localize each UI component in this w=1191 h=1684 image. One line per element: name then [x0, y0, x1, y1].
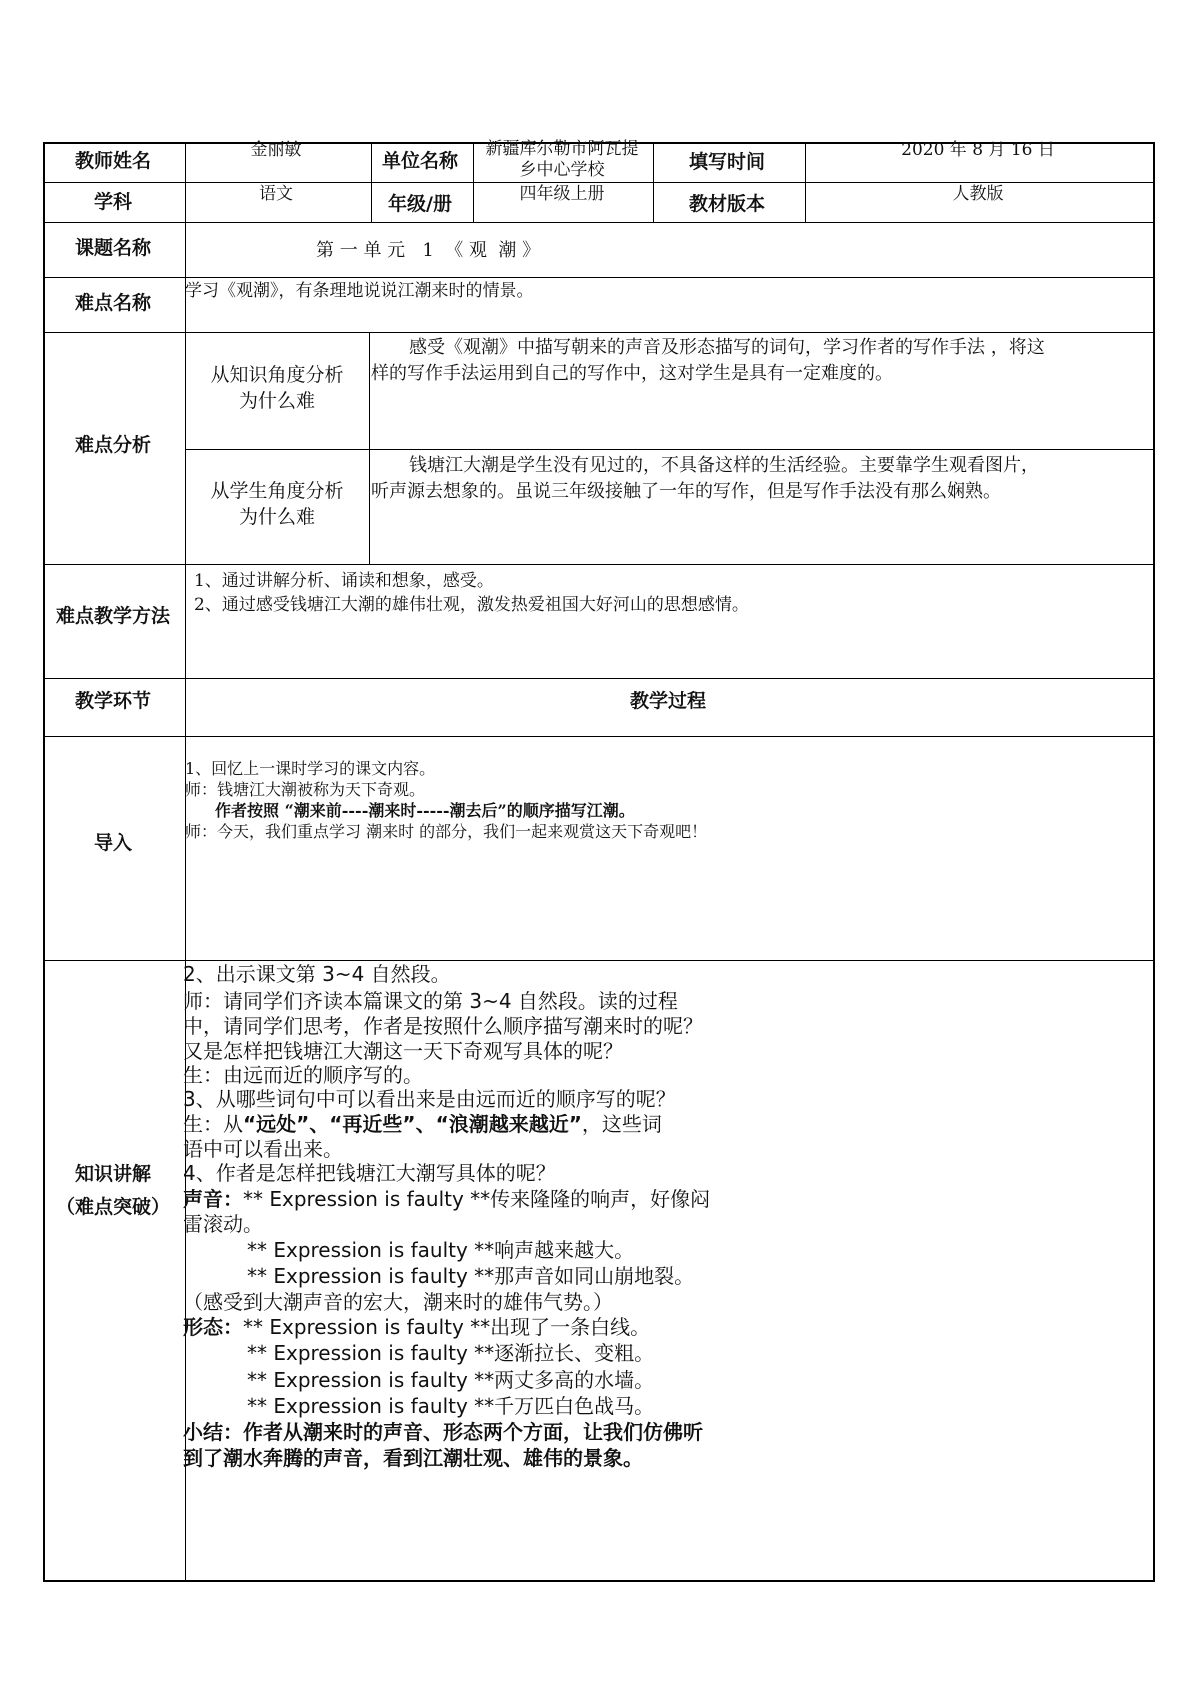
student-angle-label-line2: 为什么难	[238, 506, 315, 528]
knowledge-line: 师：请同学们齐读本篇课文的第 3~4 自然段。读的过程	[183, 989, 678, 1013]
student-angle-label-line1: 从学生角度分析	[210, 480, 344, 502]
topic-value: 第 一 单 元 1 《 观 潮 》	[316, 240, 541, 261]
row-divider	[45, 182, 1153, 183]
knowledge-line: 又是怎样把钱塘江大潮这一天下奇观写具体的呢？	[183, 1039, 623, 1063]
teaching-method-label: 难点教学方法	[55, 605, 170, 627]
teacher-name-value: 金丽敏	[250, 140, 302, 160]
column-divider	[185, 144, 186, 1580]
knowledge-angle-label-line1: 从知识角度分析	[210, 364, 344, 386]
teacher-name-label: 教师姓名	[74, 150, 151, 172]
knowledge-text: ** Expression is faulty **传来隆隆的响声，好像闷	[243, 1187, 711, 1211]
order-keywords: “远处”、“再近些”、“浪潮越来越近”	[243, 1112, 582, 1136]
knowledge-line: ** Expression is faulty **逐渐拉长、变粗。	[247, 1341, 655, 1365]
knowledge-line	[183, 1186, 710, 1213]
row-divider	[45, 332, 1153, 333]
knowledge-line: 2、出示课文第 3~4 自然段。	[183, 962, 451, 986]
column-divider	[369, 332, 370, 564]
knowledge-line: 生：由远而近的顺序写的。	[183, 1063, 423, 1087]
knowledge-text: ** Expression is faulty **出现了一条白线。	[243, 1315, 651, 1339]
summary-line: 小结：作者从潮来时的声音、形态两个方面，让我们仿佛听	[183, 1420, 703, 1444]
intro-line: 师：钱塘江大潮被称为天下奇观。	[185, 780, 426, 799]
knowledge-line: 中，请同学们思考，作者是按照什么顺序描写潮来时的呢？	[183, 1014, 703, 1038]
difficulty-name-label: 难点名称	[74, 292, 151, 314]
difficulty-name-value: 学习《观潮》，有条理地说说江潮来时的情景。	[185, 281, 534, 301]
knowledge-line: （感受到大潮声音的宏大，潮来时的雄伟气势。）	[183, 1290, 613, 1314]
row-divider	[45, 222, 1153, 223]
subject-value: 语文	[259, 184, 293, 204]
topic-label: 课题名称	[74, 237, 151, 259]
knowledge-line: 雷滚动。	[183, 1212, 263, 1236]
shape-heading: 形态：	[183, 1315, 243, 1339]
grade-value: 四年级上册	[519, 184, 605, 204]
knowledge-text: 生：从	[183, 1112, 243, 1136]
knowledge-line: 4、作者是怎样把钱塘江大潮写具体的呢？	[183, 1161, 556, 1185]
knowledge-line: 3、从哪些词句中可以看出来是由远而近的顺序写的呢？	[183, 1087, 676, 1111]
subject-label: 学科	[93, 191, 132, 213]
edition-label: 教材版本	[688, 193, 765, 215]
process-header: 教学过程	[629, 690, 706, 712]
summary-line: 到了潮水奔腾的声音，看到江潮壮观、雄伟的景象。	[183, 1446, 643, 1470]
row-divider	[185, 449, 1153, 450]
unit-name-label: 单位名称	[381, 150, 458, 172]
knowledge-line	[183, 1314, 650, 1341]
knowledge-line: ** Expression is faulty **那声音如同山崩地裂。	[247, 1264, 695, 1288]
teaching-method-line1: 1、通过讲解分析、诵读和想象，感受。	[194, 571, 494, 591]
intro-line: 1、回忆上一课时学习的课文内容。	[185, 759, 436, 778]
difficulty-analysis-label: 难点分析	[74, 434, 151, 456]
stage-header: 教学环节	[74, 690, 151, 712]
row-divider	[45, 564, 1153, 565]
knowledge-line: 语中可以看出来。	[183, 1137, 343, 1161]
date-label: 填写时间	[688, 151, 765, 173]
edition-value: 人教版	[952, 184, 1004, 204]
row-divider	[45, 678, 1153, 679]
knowledge-section-label-line1: 知识讲解	[74, 1163, 151, 1185]
row-divider	[45, 736, 1153, 737]
date-value: 2020 年 8 月 16 日	[901, 140, 1055, 160]
unit-name-line1: 新疆库尔勒市阿瓦提	[485, 139, 639, 159]
row-divider	[45, 277, 1153, 278]
grade-label: 年级/册	[388, 193, 452, 215]
intro-line: 作者按照 “潮来前----潮来时-----潮去后”的顺序描写江潮。	[215, 801, 635, 820]
student-angle-text: 钱塘江大潮是学生没有见过的，不具备这样的生活经验。主要靠学生观看图片，听声源去想象的。虽说三年级接触了一年的写作，但是写作手法没有那么娴熟。	[371, 455, 1039, 502]
knowledge-text: ，这些词	[581, 1112, 662, 1136]
intro-label: 导入	[93, 832, 132, 854]
knowledge-section-label-line2: （难点突破）	[55, 1196, 170, 1218]
intro-line: 师：今天，我们重点学习 潮来时 的部分，我们一起来观赏这天下奇观吧！	[185, 822, 708, 841]
knowledge-angle-text: 感受《观潮》中描写朝来的声音及形态描写的词句，学习作者的写作手法 ，将这样的写作手法运用到自己的写作中，这对学生是具有一定难度的。	[371, 337, 1045, 384]
knowledge-angle-label-line2: 为什么难	[238, 390, 315, 412]
knowledge-line: ** Expression is faulty **响声越来越大。	[247, 1238, 635, 1262]
knowledge-line: ** Expression is faulty **两丈多高的水墙。	[247, 1368, 655, 1392]
teaching-method-line2: 2、通过感受钱塘江大潮的雄伟壮观，激发热爱祖国大好河山的思想感情。	[194, 595, 749, 615]
knowledge-line	[183, 1111, 662, 1138]
sound-heading: 声音：	[183, 1187, 243, 1211]
knowledge-line: ** Expression is faulty **千万匹白色战马。	[247, 1394, 655, 1418]
unit-name-line2: 乡中心学校	[519, 160, 605, 180]
